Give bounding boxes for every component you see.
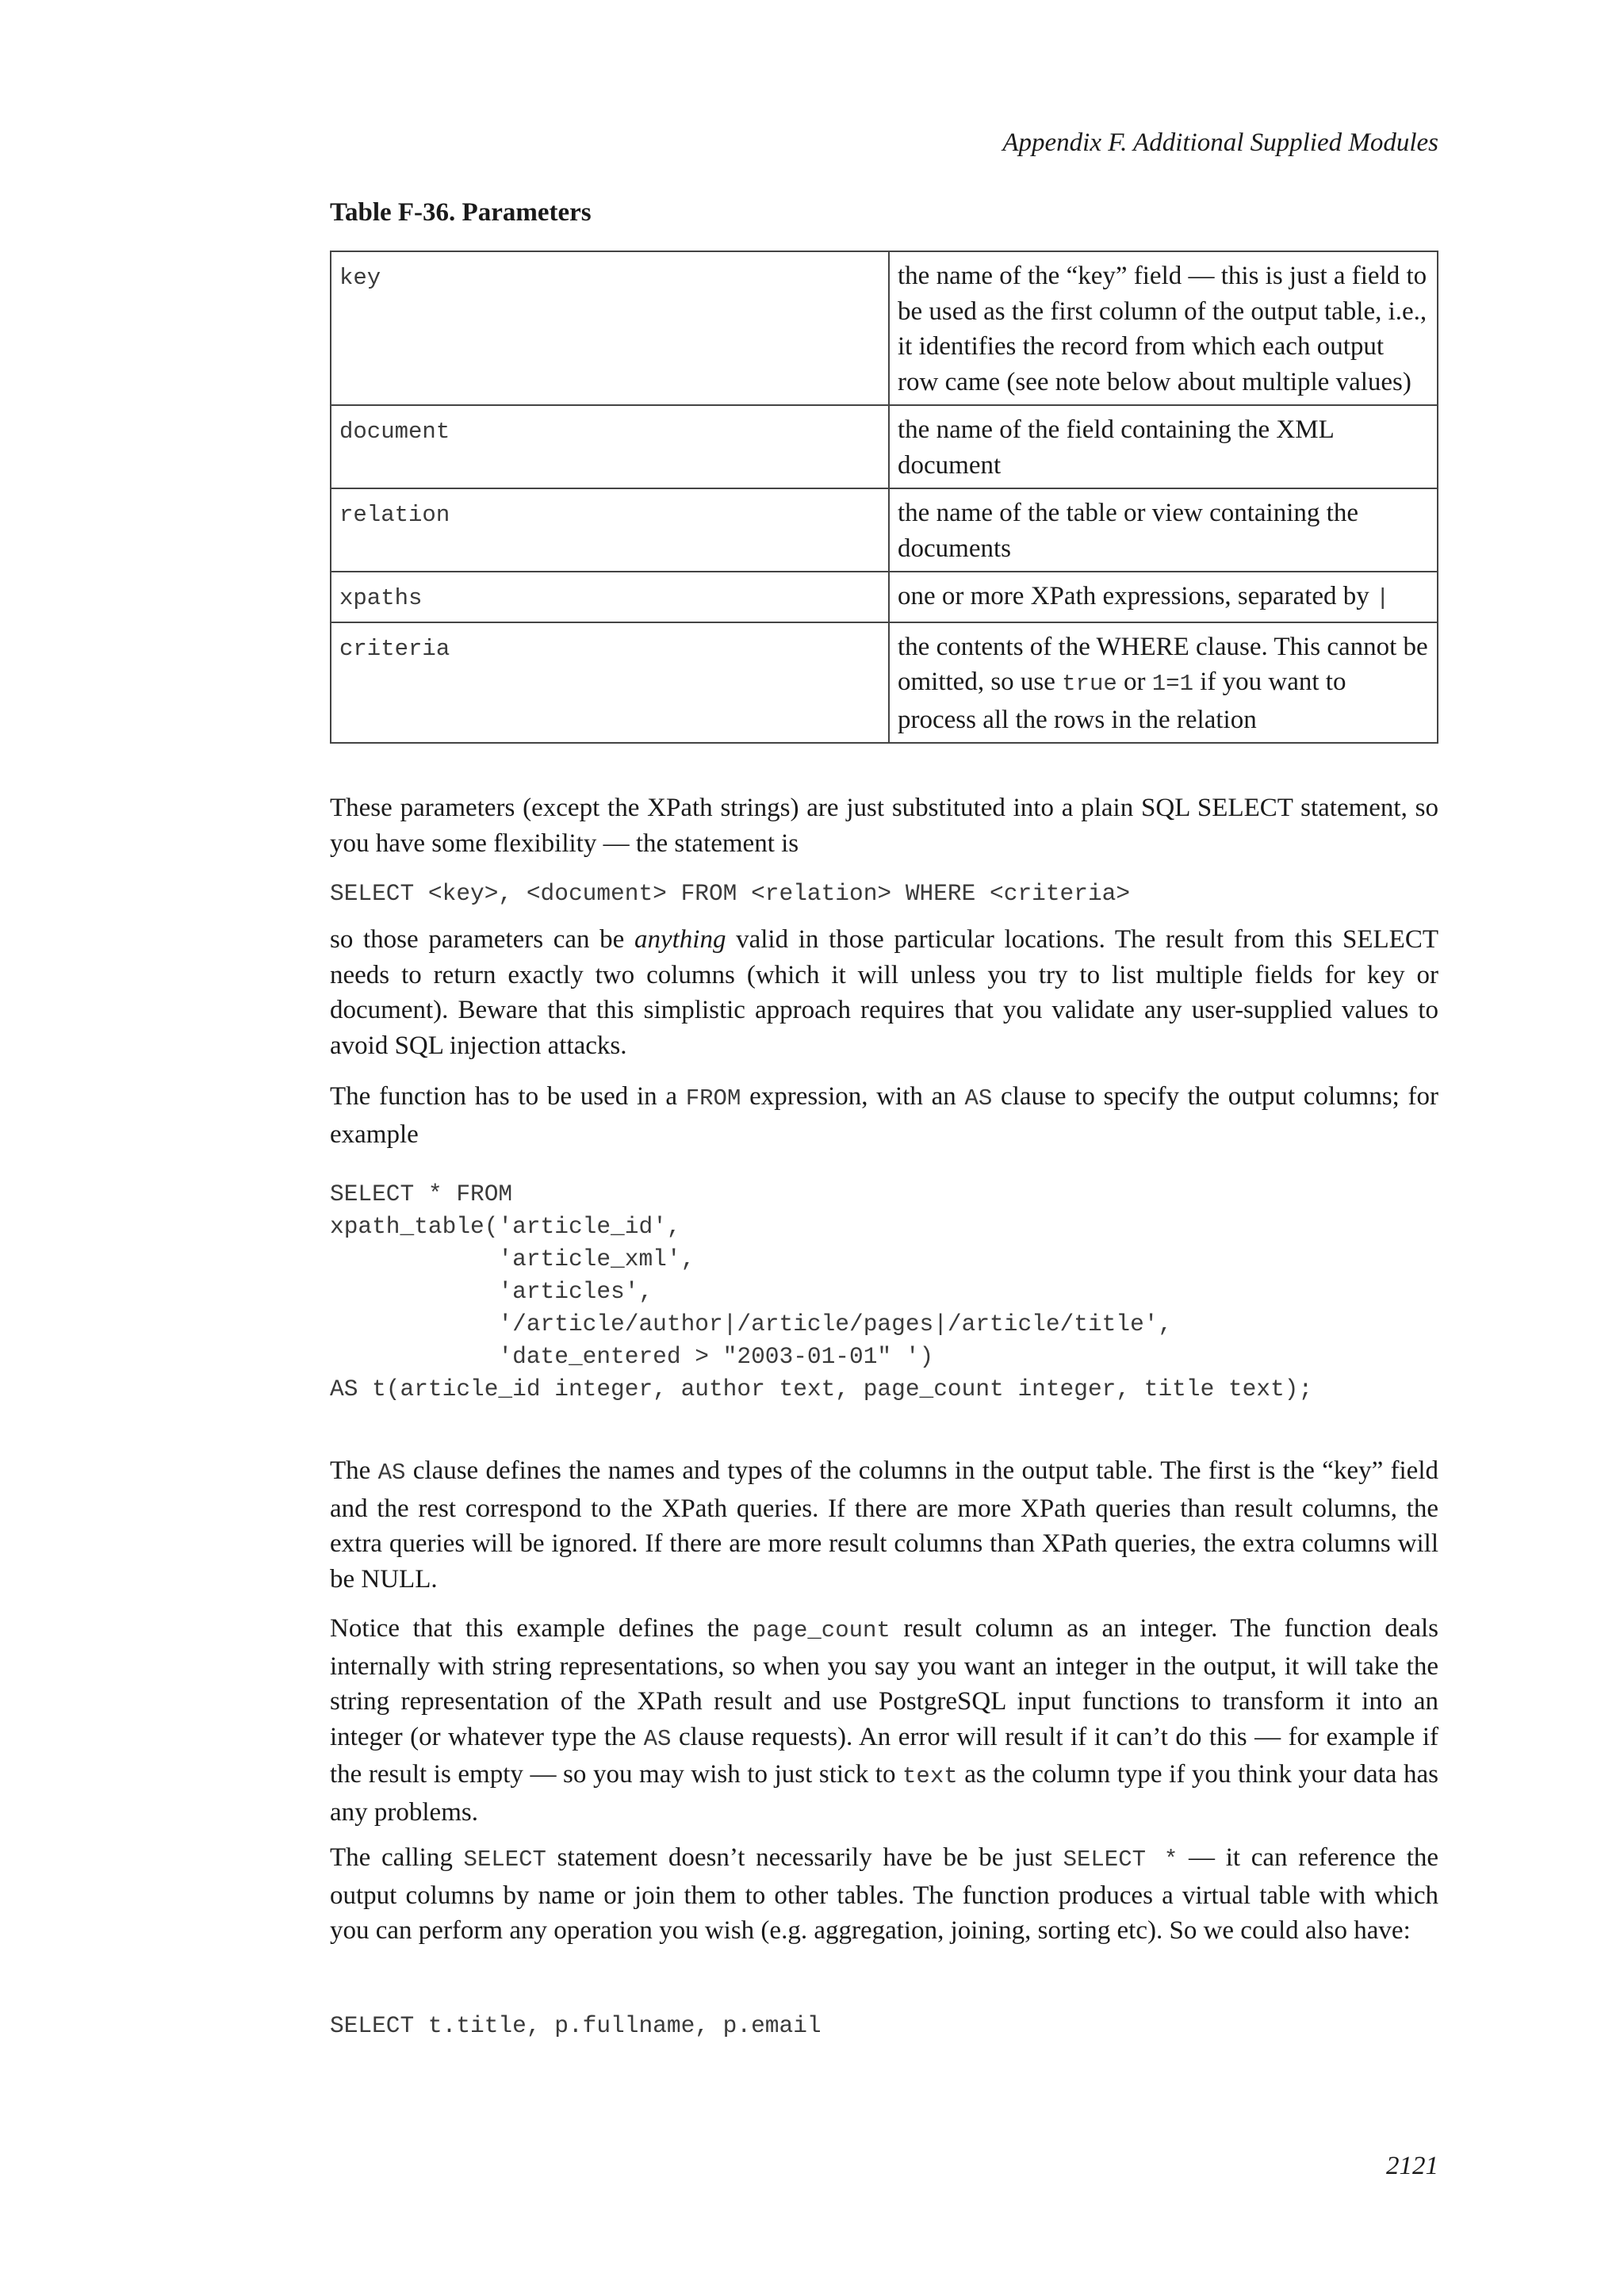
code-block-select-statement: SELECT <key>, <document> FROM <relation> WHERE <criteria> [330,880,1131,907]
table-row [331,488,1438,572]
table-row [331,251,1438,405]
inline-code: FROM [685,1085,741,1112]
paragraph-anything [330,922,1438,1063]
inline-code: true [1062,671,1117,697]
paragraph-text: — it can reference the output columns by name or join them to other tables. The function produces a virtual table with which you can perform any operation you wish (e.g. aggregation, joining, sorting etc). So we could also have: [330,1843,1439,1945]
inline-code: | [1376,585,1390,611]
paragraph-page-count [330,1611,1438,1830]
paragraph-text: statement doesn’t necessarily have be be just [546,1843,1063,1872]
inline-code: AS [377,1460,406,1486]
table-row [331,622,1438,744]
param-description-text: or [1116,668,1152,696]
paragraph-text: The [330,1456,378,1485]
paragraph-text: The function has to be used in a [330,1082,686,1111]
inline-code: 1=1 [1151,671,1193,697]
paragraph-text: result column as an integer. The function deals internally with string representations, so when you say you want an integer in the output, it will take the string representation of the XPath result and use PostgreSQL input functions to transform it into an integer (or whatever type the [330,1614,1438,1751]
param-description: the name of the field containing the XML document [898,415,1334,480]
paragraph-calling-select [330,1840,1438,1949]
paragraph-as-clause [330,1453,1438,1597]
param-description: one or more XPath expressions, separated by [898,582,1377,610]
param-name: document [339,419,450,445]
code-block-xpath-table-example: SELECT * FROM xpath_table('article_id', 'article_xml', 'articles', '/article/author|/article/pages|/article/title', 'date_entered > "2003-01-01" ') AS t(article_id integer, author text, page_count integer, title text); [330,1181,1313,1402]
inline-code: SELECT [463,1846,546,1873]
paragraph-text: valid in those particular locations. The result from this SELECT needs to return exactly two columns (which it will unless you try to list multiple fields for key or document). Beware that this simplistic approach requires that you validate any user-supplied values to avoid SQL injection attacks. [330,925,1438,1060]
code-block-select-title: SELECT t.title, p.fullname, p.email [330,2012,822,2039]
paragraph-text: so those parameters can be [330,925,634,954]
inline-code: text [902,1763,958,1789]
paragraph-parameters-intro [330,790,1438,861]
param-name: xpaths [339,585,423,611]
inline-code: AS [643,1725,672,1752]
parameters-table [330,251,1438,744]
param-description-cell [889,572,1438,622]
paragraph-text: clause to specify the output columns; for example [330,1082,1438,1149]
paragraph-from-expression [330,1079,1438,1152]
paragraph-text: These parameters (except the XPath strings) are just substituted into a plain SQL SELECT statement, so you have some flexibility — the statement is [330,794,1438,858]
param-name: relation [339,502,450,528]
param-name: key [339,265,381,291]
param-name-cell [331,251,889,405]
inline-code: AS [964,1085,993,1112]
paragraph-text: expression, with an [741,1082,965,1111]
table-row [331,405,1438,488]
param-description-cell [889,622,1438,744]
param-description: the contents of the WHERE clause. This cannot be omitted, so use [898,632,1428,696]
param-name-cell [331,572,889,622]
inline-code: SELECT * [1063,1846,1178,1873]
paragraph-text: clause defines the names and types of the columns in the output table. The first is the “key” field and the rest correspond to the XPath queries. If there are more XPath queries than result columns, the extra queries will be ignored. If there are more result columns than XPath queries, the extra columns will be NULL. [330,1456,1438,1594]
paragraph-text: as the column type if you think your data has any problems. [330,1760,1439,1827]
param-name: criteria [339,635,450,662]
page-number: 2121 [1386,2152,1438,2180]
param-description-cell [889,405,1438,488]
emphasis-text: anything [634,925,726,954]
param-description-cell [889,251,1438,405]
paragraph-text: clause requests). An error will result if it can’t do this — for example if the result is empty — so you may wish to just stick to [330,1722,1438,1789]
param-description: the name of the table or view containing the documents [898,499,1358,563]
param-description: the name of the “key” field — this is just a field to be used as the first column of the output table, i.e., it identifies the record from which each output row came (see note below about multiple values) [898,262,1427,396]
table-row [331,572,1438,622]
paragraph-text: The calling [330,1843,464,1872]
param-name-cell [331,488,889,572]
param-name-cell [331,405,889,488]
param-description-text: if you want to process all the rows in the relation [898,668,1346,734]
param-description-cell [889,488,1438,572]
param-name-cell [331,622,889,744]
inline-code: page_count [752,1617,891,1644]
paragraph-text: Notice that this example defines the [330,1614,753,1643]
running-header: Appendix F. Additional Supplied Modules [1002,128,1438,157]
table-caption: Table F-36. Parameters [330,198,592,227]
